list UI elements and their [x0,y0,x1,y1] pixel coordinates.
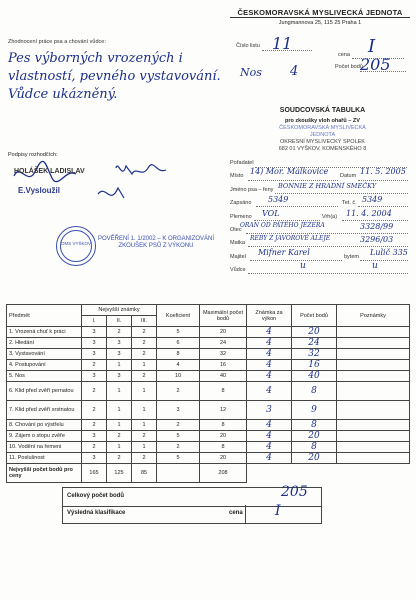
table-row [7,338,410,349]
dog-ordinal-label: Nos [240,66,262,79]
points-cell: 16 [292,360,337,371]
place-value: 14) Mor. Málkovice [250,167,329,176]
subject-cell: 10. Vodění na řemeni [7,442,82,453]
stamp-line-4: 682 01 VYŠKOV, KOMENSKÉHO 8 [278,146,367,152]
breed-value: VOL [262,209,280,218]
list-number-value: 11 [272,34,293,53]
table-row [7,420,410,431]
evaluation-label: Zhodnocení práce psa a chování vůdce: [8,39,106,45]
header-rule [230,17,410,18]
coefficient-cell: 5 [157,453,200,464]
list-number-label: Číslo listu [236,43,260,49]
coefficient-cell: 2 [157,442,200,453]
subject-cell: 6. Klid před zvěří pernatou [7,382,82,401]
coefficient-cell: 10 [157,371,200,382]
tattoo-value: 5349 [362,195,383,204]
signature-scribbles [6,158,206,210]
notes-cell [337,420,410,431]
price-value: I [368,36,376,57]
judge-name-2: E.Vysloužil [18,186,60,195]
tattoo-label: Tet. č. [342,200,357,206]
grade-iii-cell: 2 [132,371,157,382]
org-address: Jungmannova 25, 115 25 Praha 1 [278,20,362,26]
dam-label: Matka [230,240,245,246]
grade-ii-cell: 2 [107,431,132,442]
grade-cell: 4 [247,349,292,360]
stamp-line-2: JEDNOTA [309,132,336,138]
classification-price-value: I [275,503,281,519]
round-stamp [56,226,96,266]
card-subtitle: pro zkoušky vloh ohařů – ZV [285,118,360,124]
max-points-cell: 16 [200,360,247,371]
table-row [7,442,410,453]
dam-registry: 3296/03 [360,235,394,244]
residence-label: bytem [344,254,359,260]
grade-ii-cell: 1 [107,420,132,431]
coefficient-cell: 4 [157,360,200,371]
evaluation-line: Pes výborných vrozených i [8,51,183,66]
grade-iii-cell: 1 [132,420,157,431]
sire-label: Otec [230,227,242,233]
grade-cell: 4 [247,442,292,453]
points-cell: 20 [292,453,337,464]
grade-cell: 4 [247,338,292,349]
owner-label: Majitel [230,254,246,260]
points-cell: 8 [292,442,337,453]
subject-cell: 11. Poslušnost [7,453,82,464]
classification-label: Výsledná klasifikace [67,510,126,516]
grade-i-cell: 2 [82,442,107,453]
grade-i-cell: 2 [82,420,107,431]
judge-name-1: HOLÁŠEK LADISLAV [14,168,85,175]
stamp-ring-text: OMS VYŠKOV [60,241,91,246]
total-grade-iii: 85 [132,464,157,483]
grade-iii-cell: 2 [132,349,157,360]
col-notes: Poznámky [337,305,410,327]
grade-i-cell: 3 [82,453,107,464]
table-row [7,453,410,464]
card-title: SOUDCOVSKÁ TABULKA [279,107,366,114]
grade-ii-cell: 1 [107,401,132,420]
col-grade: Známka za výkon [247,305,292,327]
notes-cell [337,431,410,442]
grade-i-cell: 2 [82,382,107,401]
notes-cell [337,327,410,338]
table-row [7,371,410,382]
grade-iii-cell: 2 [132,338,157,349]
max-points-cell: 8 [200,442,247,453]
grade-i-cell: 3 [82,338,107,349]
grade-ii-cell: 2 [107,327,132,338]
dog-name-label: Jméno psa – feny [230,187,274,193]
grade-cell: 4 [247,420,292,431]
stamp-line-1: ČESKOMORAVSKÁ MYSLIVECKÁ [279,125,366,131]
points-cell: 20 [292,327,337,338]
evaluation-table [6,304,410,483]
points-cell: 9 [292,401,337,420]
table-row [7,431,410,442]
grade-cell: 4 [247,431,292,442]
max-points-cell: 20 [200,453,247,464]
litter-label: Vrh(a) [322,214,338,220]
dog-name-value: BONNIE Z HRADNÍ SMEČKY [278,182,377,190]
total-points-box [62,484,322,507]
litter-value: 11. 4. 2004 [346,209,392,218]
coefficient-cell: 2 [157,420,200,431]
grade-ii-cell: 2 [107,453,132,464]
total-points-label: Celkový počet bodů [67,493,125,499]
col-grade-iii: III. [132,316,157,327]
grade-i-cell: 3 [82,349,107,360]
delegation-stamp: POVĚŘENÍ 1. 1/2002 – K ORGANIZOVÁNÍ ZKOUŠEK PSŮ Z VÝKONU [97,236,215,249]
total-points-value: 205 [281,484,308,500]
table-row [7,327,410,338]
grade-iii-cell: 1 [132,401,157,420]
evaluation-text [8,50,223,104]
col-grade-ii: II. [107,316,132,327]
notes-cell [337,442,410,453]
max-points-cell: 20 [200,431,247,442]
registered-label: Zapsáno [230,200,252,206]
handler-label: Vůdce [230,267,246,273]
grade-i-cell: 2 [82,360,107,371]
grade-iii-cell: 2 [132,327,157,338]
sire-registry: 3328/99 [360,222,394,231]
subject-cell: 4. Postupování [7,360,82,371]
coefficient-cell: 5 [157,431,200,442]
total-max: 208 [200,464,247,483]
max-points-cell: 20 [200,327,247,338]
evaluation-line: Vůdce ukázněný. [8,87,118,102]
subject-cell: 8. Chování po výstřelu [7,420,82,431]
dam-value: REBY Z JAVOROVÉ ALEJE [250,235,331,242]
grade-i-cell: 3 [82,371,107,382]
grade-ii-cell: 1 [107,382,132,401]
points-cell: 32 [292,349,337,360]
grade-iii-cell: 1 [132,382,157,401]
coefficient-cell: 5 [157,327,200,338]
grade-ii-cell: 3 [107,349,132,360]
grade-cell: 4 [247,360,292,371]
col-grades: Nejvyšší známky [82,305,157,316]
grade-ii-cell: 3 [107,338,132,349]
org-title: ČESKOMORAVSKÁ MYSLIVECKÁ JEDNOTA [237,8,403,17]
handler-value-2: u [372,261,378,271]
notes-cell [337,371,410,382]
classification-box [62,505,322,524]
col-max-points: Maximální počet bodů [200,305,247,327]
col-coefficient: Koeficient [157,305,200,327]
max-points-cell: 32 [200,349,247,360]
subject-cell: 2. Hledání [7,338,82,349]
col-grade-i: I. [82,316,107,327]
max-points-cell: 40 [200,371,247,382]
classification-price-label: cena [229,510,243,516]
coefficient-cell: 2 [157,382,200,401]
residence-value: Lulič 335 [370,248,408,257]
subject-cell: 1. Vrozená chuť k práci [7,327,82,338]
max-points-cell: 24 [200,338,247,349]
registered-value: 5349 [268,195,289,204]
breed-label: Plemeno [230,214,252,220]
points-label: Počet bodů [335,64,363,70]
total-grade-i: 165 [82,464,107,483]
subject-cell: 3. Vystavování [7,349,82,360]
col-points: Počet bodů [292,305,337,327]
points-value: 205 [360,55,391,74]
max-points-cell: 8 [200,382,247,401]
sire-value: ORAN OD PÁTÉHO JEZERA [240,222,325,229]
points-cell: 20 [292,431,337,442]
table-row [7,382,410,401]
grade-ii-cell: 1 [107,442,132,453]
date-label: Datum [340,173,357,179]
grade-i-cell: 3 [82,431,107,442]
col-subject: Předmět [7,305,82,327]
table-row [7,401,410,420]
subject-cell: 5. Nos [7,371,82,382]
grade-ii-cell: 1 [107,360,132,371]
subject-cell: 9. Zájem o stopu zvěře [7,431,82,442]
coefficient-cell: 3 [157,401,200,420]
table-row [7,349,410,360]
points-cell: 40 [292,371,337,382]
subject-cell: 7. Klid před zvěří srstnatou [7,401,82,420]
grade-iii-cell: 1 [132,442,157,453]
coefficient-cell: 6 [157,338,200,349]
total-label: Nejvyšší počet bodů pro ceny [7,464,82,483]
grade-cell: 4 [247,327,292,338]
grade-iii-cell: 2 [132,431,157,442]
grade-ii-cell: 3 [107,371,132,382]
table-row [7,360,410,371]
price-label: cena [338,52,350,58]
notes-cell [337,338,410,349]
date-value: 11. 5. 2005 [360,167,406,176]
grade-iii-cell: 1 [132,360,157,371]
grade-iii-cell: 2 [132,453,157,464]
notes-cell [337,453,410,464]
notes-cell [337,349,410,360]
points-cell: 8 [292,382,337,401]
evaluation-line: vlastností, pevného vystavování. [8,69,221,84]
notes-cell [337,382,410,401]
grade-cell: 4 [247,382,292,401]
grade-cell: 4 [247,453,292,464]
max-points-cell: 12 [200,401,247,420]
handler-value: u [300,261,306,271]
points-cell: 24 [292,338,337,349]
grade-cell: 3 [247,401,292,420]
total-grade-ii: 125 [107,464,132,483]
points-cell: 8 [292,420,337,431]
dog-ordinal-value: 4 [290,64,299,79]
coefficient-cell: 8 [157,349,200,360]
signatures-label: Podpisy rozhodčích: [8,152,58,158]
notes-cell [337,401,410,420]
grade-cell: 4 [247,371,292,382]
stamp-line-3: OKRESNÍ MYSLIVECKÝ SPOLEK [280,139,365,145]
owner-value: Mifner Karel [258,248,310,257]
place-label: Místo [230,173,244,179]
organizer-label: Pořadatel [230,160,254,166]
notes-cell [337,360,410,371]
max-points-cell: 8 [200,420,247,431]
grade-i-cell: 2 [82,401,107,420]
grade-i-cell: 3 [82,327,107,338]
